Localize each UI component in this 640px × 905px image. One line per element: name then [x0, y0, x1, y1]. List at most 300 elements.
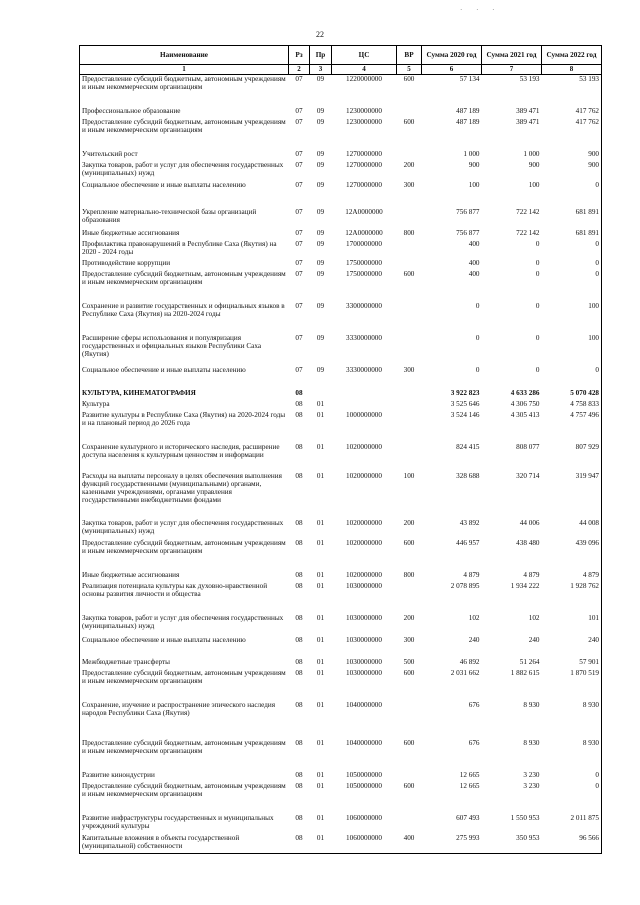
cell-sum-2020: 824 415	[456, 442, 480, 451]
cell-cs: 1700000000	[346, 239, 382, 248]
cell-cs: 1060000000	[346, 813, 382, 822]
cell-sum-2020: 676	[468, 700, 480, 709]
cell-pr: 09	[316, 239, 325, 248]
cell-sum-2022: 4 757 496	[542, 411, 602, 443]
cell-name: Межбюджетные трансферты	[80, 658, 289, 669]
cell-pr: 01	[316, 700, 325, 709]
cell-sum-2020: 57 134	[459, 75, 480, 83]
cell-rz: 08	[295, 442, 303, 451]
cell-cs: 1750000000	[346, 269, 382, 278]
table-row	[80, 443, 602, 472]
cell-pr: 09	[316, 160, 325, 169]
cell-pr: 09	[316, 333, 325, 342]
cell-name: Профилактика правонарушений в Республике Саха (Якутия) на 2020 - 2024 годы	[80, 240, 289, 259]
cell-sum-2022: 0	[542, 240, 602, 259]
cell-vr: 600	[403, 538, 415, 547]
cell-cs: 12А0000000	[345, 207, 383, 216]
cell-sum-2020: 607 493	[456, 813, 480, 822]
col-header-sum-2020: Сумма 2020 год	[422, 46, 482, 65]
cell-pr: 01	[316, 442, 325, 451]
cell-sum-2022: 900	[542, 161, 602, 181]
col-number: 2	[289, 65, 310, 75]
cell-vr: 600	[403, 75, 415, 83]
cell-sum-2020: 400	[468, 269, 480, 278]
cell-name: Реализация потенциала культуры как духовно-нравственной основы развития личности и общества	[80, 582, 289, 614]
cell-name: Социальное обеспечение и иные выплаты населению	[80, 181, 289, 208]
table-row	[80, 539, 602, 571]
cell-pr: 01	[316, 399, 325, 408]
cell-rz: 08	[295, 781, 303, 790]
col-header-vr: ВР	[397, 46, 422, 65]
cell-cs: 3300000000	[346, 301, 382, 310]
cell-pr: 09	[316, 301, 325, 310]
cell-rz: 07	[295, 160, 303, 169]
cell-cs	[332, 400, 397, 411]
cell-rz: 07	[295, 117, 303, 126]
cell-vr: 200	[403, 518, 415, 527]
cell-sum-2021: 722 142	[516, 228, 540, 237]
cell-sum-2020: 2 078 895	[450, 581, 480, 590]
cell-rz: 08	[295, 518, 303, 527]
cell-sum-2021: 0	[535, 301, 540, 310]
table-row	[80, 366, 602, 389]
cell-sum-2020: 3 922 823	[450, 388, 480, 397]
cell-sum-2021: 0	[535, 365, 540, 374]
cell-rz: 08	[295, 388, 303, 397]
cell-sum-2022: 8 930	[542, 701, 602, 739]
cell-sum-2021: 0	[535, 258, 540, 267]
cell-rz: 07	[295, 106, 303, 115]
col-number: 3	[310, 65, 332, 75]
cell-pr: 09	[316, 258, 325, 267]
table-row	[80, 75, 602, 107]
cell-name: Иные бюджетные ассигнования	[80, 229, 289, 240]
cell-rz: 08	[295, 700, 303, 709]
table-row	[80, 582, 602, 614]
cell-name: Предоставление субсидий бюджетным, автономным учреждениям и иным некоммерческим организациям	[80, 75, 289, 107]
cell-cs: 1030000000	[346, 613, 382, 622]
cell-pr: 01	[316, 657, 325, 666]
cell-sum-2020: 487 189	[456, 106, 480, 115]
col-header-rz: Рз	[289, 46, 310, 65]
cell-sum-2022: 0	[542, 270, 602, 302]
cell-sum-2021: 102	[528, 613, 540, 622]
table-row	[80, 771, 602, 782]
cell-rz: 08	[295, 570, 303, 579]
cell-sum-2021: 8 930	[523, 738, 540, 747]
cell-pr: 09	[316, 117, 325, 126]
col-number: 5	[397, 65, 422, 75]
cell-vr	[397, 582, 422, 614]
cell-name: Сохранение и развитие государственных и официальных языков в Республике Саха (Якутия) на 2020-2024 годы	[80, 302, 289, 334]
table-header-row	[80, 46, 602, 65]
cell-vr	[397, 334, 422, 366]
cell-sum-2022: 100	[542, 302, 602, 334]
cell-sum-2020: 275 993	[422, 834, 482, 854]
cell-sum-2022: 1 928 762	[542, 582, 602, 614]
cell-pr: 09	[316, 207, 325, 216]
cell-sum-2020: 240	[468, 635, 480, 644]
cell-name: Развитие кинондустрии	[80, 771, 289, 782]
table-row	[80, 739, 602, 771]
cell-rz: 08	[295, 635, 303, 644]
cell-name: Развитие культуры в Республике Саха (Якутия) на 2020-2024 годы и на плановый период до 2026 года	[80, 411, 289, 443]
cell-sum-2022: 439 096	[542, 539, 602, 571]
cell-sum-2021: 51 264	[519, 657, 540, 666]
cell-rz: 07	[295, 75, 303, 83]
cell-sum-2021: 320 714	[516, 471, 540, 480]
cell-vr	[397, 411, 422, 443]
cell-pr: 09	[316, 106, 325, 115]
cell-name: Социальное обеспечение и иные выплаты населению	[80, 636, 289, 658]
cell-sum-2021: 4 633 286	[510, 388, 540, 397]
cell-sum-2022: 5 070 428	[542, 389, 602, 400]
cell-vr: 600	[403, 738, 415, 747]
cell-sum-2022: 807 929	[542, 443, 602, 472]
cell-vr	[397, 443, 422, 472]
cell-vr	[397, 701, 422, 739]
cell-vr: 200	[403, 613, 415, 622]
cell-vr: 500	[403, 657, 415, 666]
cell-vr	[397, 107, 422, 118]
cell-rz: 08	[295, 471, 303, 480]
col-number: 4	[332, 65, 397, 75]
col-number: 1	[80, 65, 289, 75]
cell-name: Расширение сферы использования и популяризация государственных и официальных языков Республики Саха (Якутия)	[80, 334, 289, 366]
cell-cs: 1020000000	[346, 570, 382, 579]
cell-vr	[397, 208, 422, 229]
cell-pr: 01	[316, 668, 325, 677]
cell-vr: 400	[397, 834, 422, 854]
cell-sum-2020: 3 525 646	[450, 399, 480, 408]
table-row	[80, 571, 602, 582]
cell-sum-2022: 2 011 875	[542, 814, 602, 834]
cell-sum-2020: 12 665	[459, 781, 480, 790]
cell-vr: 300	[403, 635, 415, 644]
cell-name: КУЛЬТУРА, КИНЕМАТОГРАФИЯ	[80, 389, 289, 400]
cell-pr: 01	[316, 635, 325, 644]
cell-sum-2022: 96 566	[542, 834, 602, 854]
cell-sum-2020: 0	[475, 365, 480, 374]
cell-rz: 07	[295, 207, 303, 216]
cell-vr: 300	[403, 180, 415, 189]
table-row	[80, 389, 602, 400]
table-row	[80, 229, 602, 240]
cell-cs	[332, 389, 397, 400]
cell-sum-2020: 446 957	[456, 538, 480, 547]
cell-sum-2021: 0	[535, 333, 540, 342]
cell-vr: 600	[403, 781, 415, 790]
cell-name: Капитальные вложения в объекты государственной (муниципальной) собственности	[80, 834, 289, 854]
cell-sum-2020: 46 892	[459, 657, 480, 666]
cell-name: Профессиональное образование	[80, 107, 289, 118]
table-row	[80, 118, 602, 150]
cell-cs: 1000000000	[346, 410, 382, 419]
cell-pr: 09	[316, 228, 325, 237]
cell-name: Развитие инфраструктуры государственных и муниципальных учреждений культуры	[80, 814, 289, 834]
cell-sum-2021: 1 550 953	[510, 813, 540, 822]
cell-rz: 07	[295, 333, 303, 342]
cell-sum-2022: 0	[542, 259, 602, 270]
cell-name: Закупка товаров, работ и услуг для обеспечения государственных (муниципальных) нужд	[80, 161, 289, 181]
cell-cs: 1750000000	[346, 258, 382, 267]
cell-name: Предоставление субсидий бюджетным, автономным учреждениям и иным некоммерческим организациям	[80, 270, 289, 302]
cell-sum-2021: 0	[535, 269, 540, 278]
cell-cs: 1020000000	[346, 442, 382, 451]
cell-sum-2021: 350 953	[482, 834, 542, 854]
cell-sum-2020: 400	[468, 239, 480, 248]
cell-sum-2022: 900	[542, 150, 602, 161]
cell-sum-2020: 756 877	[456, 207, 480, 216]
cell-rz: 07	[295, 301, 303, 310]
cell-name: Предоставление субсидий бюджетным, автономным учреждениям и иным некоммерческим организациям	[80, 782, 289, 814]
col-header-sum-2021: Сумма 2021 год	[482, 46, 542, 65]
cell-cs: 1020000000	[346, 538, 382, 547]
cell-vr: 600	[403, 269, 415, 278]
cell-sum-2021: 240	[528, 635, 540, 644]
column-number-row	[80, 65, 602, 75]
table-row	[80, 270, 602, 302]
table-row	[80, 519, 602, 539]
table-row	[80, 658, 602, 669]
cell-cs: 1230000000	[346, 106, 382, 115]
cell-sum-2021: 1 000	[523, 149, 540, 158]
table-row	[80, 701, 602, 739]
cell-cs: 1030000000	[346, 668, 382, 677]
cell-rz: 08	[295, 813, 303, 822]
table-row	[80, 614, 602, 636]
cell-sum-2021: 100	[528, 180, 540, 189]
table-row	[80, 259, 602, 270]
cell-cs: 3330000000	[346, 365, 382, 374]
cell-vr	[397, 150, 422, 161]
cell-name: Социальное обеспечение и иные выплаты населению	[80, 366, 289, 389]
col-header-name: Наименование	[80, 46, 289, 65]
cell-sum-2021: 3 230	[523, 770, 540, 779]
cell-vr: 600	[403, 668, 415, 677]
cell-cs: 1230000000	[346, 117, 382, 126]
cell-vr	[397, 389, 422, 400]
cell-name: Иные бюджетные ассигнования	[80, 571, 289, 582]
cell-vr: 800	[403, 570, 415, 579]
cell-name: Учительский рост	[80, 150, 289, 161]
cell-sum-2020: 43 892	[459, 518, 480, 527]
cell-pr: 09	[316, 75, 325, 83]
table-row	[80, 334, 602, 366]
cell-vr: 300	[403, 365, 415, 374]
cell-rz: 07	[295, 258, 303, 267]
cell-sum-2021: 0	[535, 239, 540, 248]
cell-rz: 08	[295, 738, 303, 747]
cell-pr: 01	[316, 581, 325, 590]
cell-cs: 3330000000	[346, 333, 382, 342]
cell-rz: 07	[295, 180, 303, 189]
cell-cs: 1030000000	[346, 657, 382, 666]
cell-sum-2022: 0	[542, 366, 602, 389]
cell-sum-2020: 328 688	[456, 471, 480, 480]
cell-pr: 09	[316, 149, 325, 158]
cell-name: Предоставление субсидий бюджетным, автономным учреждениям и иным некоммерческим организациям	[80, 118, 289, 150]
cell-sum-2021: 900	[528, 160, 540, 169]
cell-sum-2020: 2 031 662	[450, 668, 480, 677]
cell-sum-2020: 400	[468, 258, 480, 267]
cell-rz: 08	[295, 581, 303, 590]
col-number: 6	[422, 65, 482, 75]
cell-vr	[397, 400, 422, 411]
cell-sum-2021: 8 930	[523, 700, 540, 709]
cell-cs: 1060000000	[332, 834, 397, 854]
page-number: 22	[316, 30, 324, 39]
cell-vr: 800	[403, 228, 415, 237]
cell-sum-2021: 722 142	[516, 207, 540, 216]
table-row	[80, 107, 602, 118]
cell-rz: 08	[295, 538, 303, 547]
cell-pr: 01	[316, 781, 325, 790]
cell-pr: 09	[316, 269, 325, 278]
cell-sum-2021: 4 306 750	[510, 399, 540, 408]
cell-pr: 01	[316, 538, 325, 547]
cell-sum-2022: 4 879	[542, 571, 602, 582]
col-header-pr: Пр	[310, 46, 332, 65]
cell-sum-2022: 681 891	[542, 229, 602, 240]
cell-rz: 07	[295, 149, 303, 158]
table-row	[80, 181, 602, 208]
cell-sum-2022: 4 758 833	[542, 400, 602, 411]
cell-sum-2021: 3 230	[523, 781, 540, 790]
cell-sum-2021: 438 480	[516, 538, 540, 547]
table-row	[80, 208, 602, 229]
cell-vr	[397, 814, 422, 834]
table-row	[80, 669, 602, 701]
cell-vr	[397, 302, 422, 334]
table-row	[80, 302, 602, 334]
cell-cs: 1220000000	[346, 75, 382, 83]
table-body	[80, 75, 602, 854]
cell-sum-2021: 4 305 413	[510, 410, 540, 419]
cell-cs: 1270000000	[346, 149, 382, 158]
table-row	[80, 834, 602, 854]
col-header-cs: ЦС	[332, 46, 397, 65]
cell-name: Предоставление субсидий бюджетным, автономным учреждениям и иным некоммерческим организациям	[80, 739, 289, 771]
cell-sum-2022: 57 901	[542, 658, 602, 669]
cell-sum-2020: 0	[475, 333, 480, 342]
cell-sum-2022: 44 008	[542, 519, 602, 539]
table-row	[80, 814, 602, 834]
table-row	[80, 636, 602, 658]
cell-sum-2022: 8 930	[542, 739, 602, 771]
cell-sum-2020: 756 877	[456, 228, 480, 237]
cell-name: Закупка товаров, работ и услуг для обеспечения государственных (муниципальных) нужд	[80, 614, 289, 636]
cell-sum-2020: 676	[468, 738, 480, 747]
cell-cs: 1050000000	[346, 781, 382, 790]
cell-pr: 01	[316, 613, 325, 622]
cell-name: Укрепление материально-технической базы организаций образования	[80, 208, 289, 229]
cell-sum-2021: 1 882 615	[510, 668, 540, 677]
cell-sum-2020: 4 879	[463, 570, 480, 579]
cell-sum-2021: 53 193	[519, 75, 540, 83]
cell-sum-2022: 100	[542, 334, 602, 366]
cell-cs: 1020000000	[346, 518, 382, 527]
cell-vr	[397, 259, 422, 270]
cell-pr: 09	[316, 365, 325, 374]
cell-cs: 1270000000	[346, 180, 382, 189]
cell-sum-2021: 4 879	[523, 570, 540, 579]
cell-cs: 1040000000	[346, 700, 382, 709]
col-header-sum-2022: Сумма 2022 год	[542, 46, 602, 65]
cell-rz: 08	[295, 668, 303, 677]
cell-sum-2022: 417 762	[542, 107, 602, 118]
table-row	[80, 782, 602, 814]
cell-sum-2022: 53 193	[542, 75, 602, 107]
table-row	[80, 240, 602, 259]
cell-rz: 08	[295, 770, 303, 779]
cell-vr: 200	[403, 160, 415, 169]
cell-cs: 12А0000000	[345, 228, 383, 237]
cell-vr	[397, 240, 422, 259]
cell-sum-2021: 1 934 222	[510, 581, 540, 590]
cell-pr: 01	[316, 518, 325, 527]
cell-rz: 08	[295, 657, 303, 666]
cell-sum-2020: 102	[468, 613, 480, 622]
cell-sum-2020: 487 189	[456, 117, 480, 126]
cell-pr: 01	[316, 813, 325, 822]
cell-pr: 01	[310, 834, 332, 854]
cell-sum-2022: 0	[542, 771, 602, 782]
cell-pr: 01	[316, 471, 325, 480]
cell-pr: 01	[316, 410, 325, 419]
scan-artifact: · · ·	[460, 6, 501, 14]
col-number: 7	[482, 65, 542, 75]
cell-sum-2021: 808 077	[516, 442, 540, 451]
cell-rz: 07	[295, 228, 303, 237]
cell-sum-2022: 0	[542, 181, 602, 208]
cell-sum-2022: 240	[542, 636, 602, 658]
cell-sum-2022: 319 947	[542, 472, 602, 519]
cell-sum-2021: 389 471	[516, 106, 540, 115]
cell-rz: 07	[295, 239, 303, 248]
table-row	[80, 161, 602, 181]
cell-vr	[397, 771, 422, 782]
col-number: 8	[542, 65, 602, 75]
cell-name: Предоставление субсидий бюджетным, автономным учреждениям и иным некоммерческим организациям	[80, 669, 289, 701]
cell-name: Культура	[80, 400, 289, 411]
cell-vr: 600	[403, 117, 415, 126]
cell-sum-2021: 44 006	[519, 518, 540, 527]
cell-rz: 08	[289, 834, 310, 854]
cell-pr	[310, 389, 332, 400]
cell-rz: 08	[295, 613, 303, 622]
cell-sum-2022: 101	[542, 614, 602, 636]
cell-pr: 01	[316, 570, 325, 579]
cell-rz: 07	[295, 269, 303, 278]
cell-sum-2020: 100	[468, 180, 480, 189]
cell-sum-2020: 0	[475, 301, 480, 310]
cell-name: Закупка товаров, работ и услуг для обеспечения государственных (муниципальных) нужд	[80, 519, 289, 539]
cell-name: Сохранение, изучение и распространение эпического наследия народов Республики Саха (Якутия)	[80, 701, 289, 739]
cell-cs: 1050000000	[346, 770, 382, 779]
cell-cs: 1030000000	[346, 581, 382, 590]
cell-sum-2022: 0	[542, 782, 602, 814]
cell-name: Сохранение культурного и исторического наследия, расширение доступа населения к культурным ценностям и информации	[80, 443, 289, 472]
budget-table	[79, 45, 602, 854]
cell-sum-2022: 681 891	[542, 208, 602, 229]
cell-cs: 1020000000	[346, 471, 382, 480]
table-row	[80, 472, 602, 519]
cell-vr: 100	[403, 471, 415, 480]
cell-name: Расходы на выплаты персоналу в целях обеспечения выполнения функций государственными (муниципальными) органами, казенными учреждениями, органами управления государственными внебюджетными фондами	[80, 472, 289, 519]
cell-sum-2020: 900	[468, 160, 480, 169]
cell-sum-2022: 417 762	[542, 118, 602, 150]
